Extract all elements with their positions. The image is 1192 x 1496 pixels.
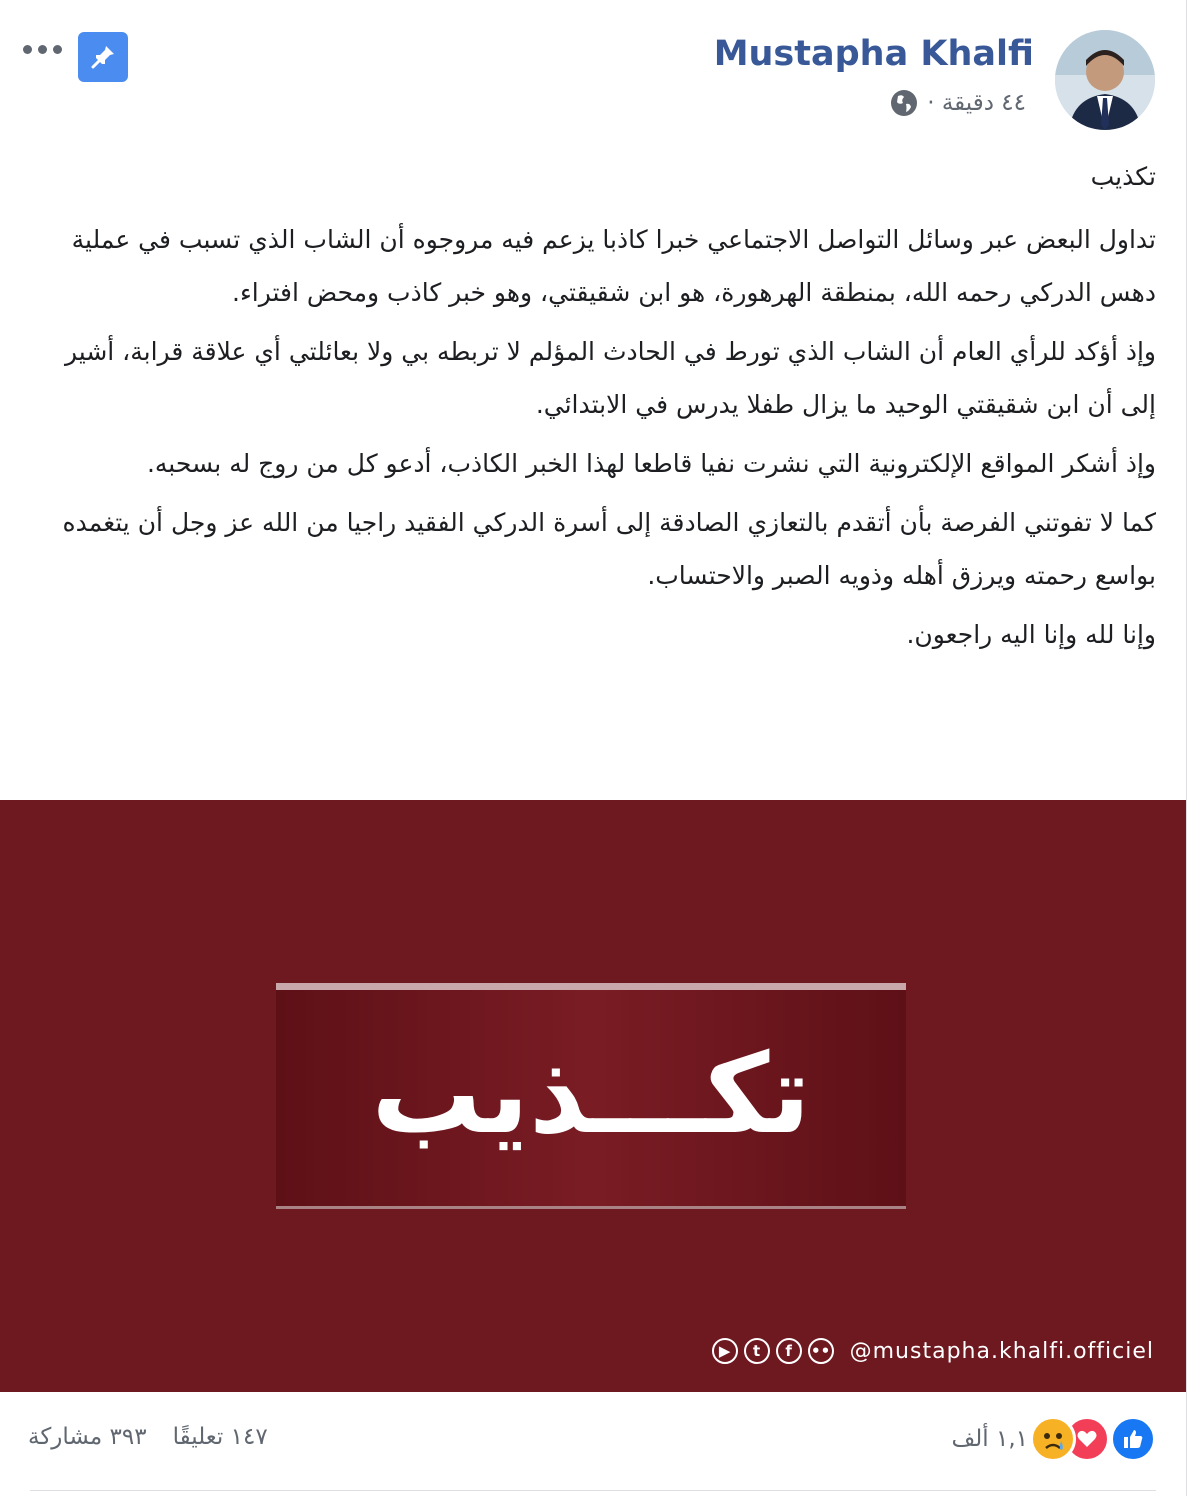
- footer-divider: [30, 1490, 1156, 1491]
- pin-icon: [88, 42, 118, 72]
- post-meta: [889, 88, 1026, 118]
- dot-icon: [53, 45, 62, 54]
- comments-count[interactable]: ١٤٧ تعليقًا: [172, 1424, 268, 1450]
- author-name[interactable]: Mustapha Khalfi: [713, 34, 1034, 74]
- like-icon: [1110, 1416, 1156, 1462]
- facebook-icon: f: [776, 1338, 802, 1364]
- post-paragraph: تكذيب: [1090, 162, 1156, 191]
- reactions-count[interactable]: ١,١ ألف: [951, 1426, 1028, 1452]
- social-handle-row: [712, 1338, 1154, 1364]
- pin-button[interactable]: [78, 32, 128, 82]
- twitter-icon: t: [744, 1338, 770, 1364]
- flickr-icon: ••: [808, 1338, 834, 1364]
- headline-plaque: [276, 983, 906, 1209]
- image-headline: تكـــذيب: [371, 1030, 811, 1158]
- avatar-image: [1055, 30, 1155, 130]
- post-text: [36, 150, 1156, 667]
- youtube-icon: ▶: [712, 1338, 738, 1364]
- post-image[interactable]: [0, 800, 1186, 1392]
- post-paragraph: وإنا لله وإنا اليه راجعون.: [906, 620, 1156, 649]
- globe-icon: [889, 88, 919, 118]
- post-paragraph: كما لا تفوتني الفرصة بأن أتقدم بالتعازي الصادقة إلى أسرة الدركي الفقيد راجيا من الله عز وجل أن يتغمده بواسع رحمته ويرزق أهله وذويه الصبر والاحتساب.: [62, 508, 1156, 590]
- post-paragraph: وإذ أؤكد للرأي العام أن الشاب الذي تورط في الحادث المؤلم لا تربطه بي ولا بعائلتي أي علاقة قرابة، أشير إلى أن ابن شقيقتي الوحيد ما يزال طفلا يدرس في الابتدائي.: [64, 337, 1156, 419]
- engagement-counts: [28, 1424, 268, 1450]
- author-avatar[interactable]: [1055, 30, 1155, 130]
- dot-icon: [23, 45, 32, 54]
- more-options-button[interactable]: [20, 36, 64, 62]
- sad-icon: [1030, 1416, 1076, 1462]
- dot-icon: [38, 45, 47, 54]
- social-handle: @mustapha.khalfi.officiel: [849, 1338, 1154, 1364]
- post-paragraph: وإذ أشكر المواقع الإلكترونية التي نشرت نفيا قاطعا لهذا الخبر الكاذب، أدعو كل من روج له بسحبه.: [146, 449, 1156, 478]
- shares-count[interactable]: ٣٩٣ مشاركة: [28, 1424, 147, 1450]
- post-paragraph: تداول البعض عبر وسائل التواصل الاجتماعي خبرا كاذبا يزعم فيه مروجوه أن الشاب الذي تسبب في عملية دهس الدركي رحمه الله، بمنطقة الهرهورة، هو ابن شقيقتي، وهو خبر كاذب ومحض افتراء.: [71, 225, 1156, 307]
- reactions-summary[interactable]: [951, 1416, 1156, 1462]
- post-timestamp[interactable]: ٤٤ دقيقة ·: [927, 90, 1026, 116]
